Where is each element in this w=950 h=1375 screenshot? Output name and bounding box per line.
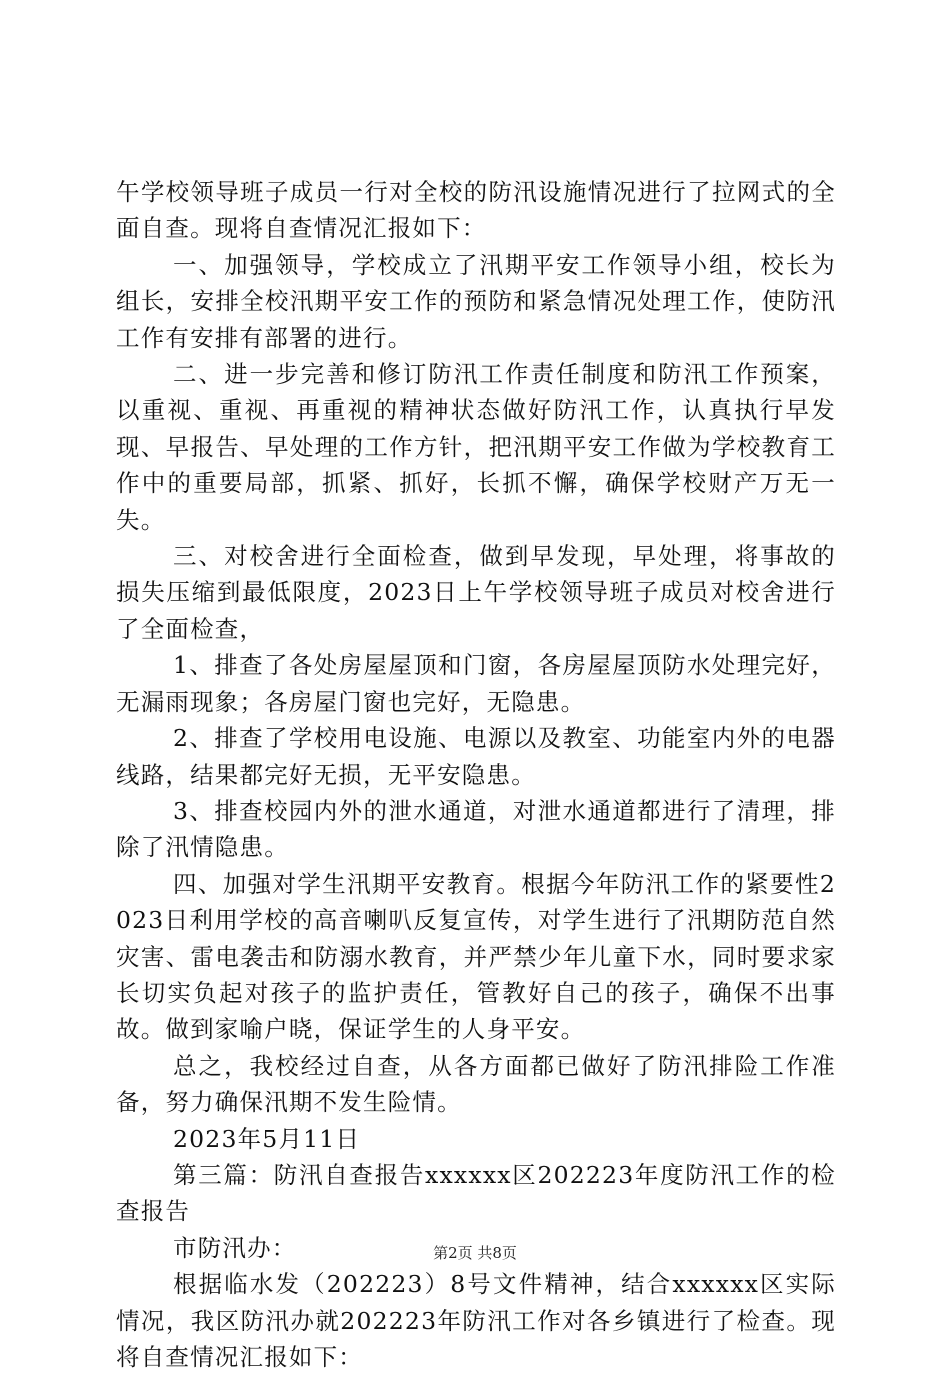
- paragraph-section-4: 四、加强对学生汛期平安教育。根据今年防汛工作的紧要性2023日利用学校的高音喇叭反复宣传，对学生进行了汛期防范自然灾害、雷电袭击和防溺水教育，并严禁少年儿童下水，同时要求家长切实负起对孩子的监护责任，管教好自己的孩子，确保不出事故。做到家喻户晓，保证学生的人身平安。: [116, 869, 836, 1044]
- paragraph-item-2: 2、排查了学校用电设施、电源以及教室、功能室内外的电器线路，结果都完好无损，无平安隐患。: [116, 724, 836, 789]
- paragraph-section-3: 三、对校舍进行全面检查，做到早发现，早处理，将事故的损失压缩到最低限度，2023日上午学校领导班子成员对校舍进行了全面检查，: [116, 542, 836, 643]
- paragraph-summary: 总之，我校经过自查，从各方面都已做好了防汛排险工作准备，努力确保汛期不发生险情。: [116, 1051, 836, 1117]
- paragraph-third-article-title: 第三篇：防汛自查报告xxxxxx区202223年度防汛工作的检查报告: [116, 1160, 836, 1226]
- paragraph-section-2: 二、进一步完善和修订防汛工作责任制度和防汛工作预案，以重视、重视、再重视的精神状态做好防汛工作，认真执行早发现、早报告、早处理的工作方针，把汛期平安工作做为学校教育工作中的重要局部，抓紧、抓好，长抓不懈，确保学校财产万无一失。: [116, 360, 836, 534]
- paragraph-item-3: 3、排查校园内外的泄水通道，对泄水通道都进行了清理，排除了汛情隐患。: [116, 796, 836, 862]
- paragraph-report-opening: 根据临水发（202223）8号文件精神，结合xxxxxx区实际情况，我区防汛办就202223年防汛工作对各乡镇进行了检查。现将自查情况汇报如下：: [116, 1270, 836, 1371]
- paragraph-section-1: 一、加强领导，学校成立了汛期平安工作领导小组，校长为组长，安排全校汛期平安工作的预防和紧急情况处理工作，使防汛工作有安排有部署的进行。: [116, 250, 836, 352]
- paragraph-addressee: 市防汛办：: [173, 1233, 297, 1262]
- page-number-label: 第2页 共8页: [433, 1244, 517, 1262]
- paragraph-item-1: 1、排查了各处房屋屋顶和门窗，各房屋屋顶防水处理完好，无漏雨现象；各房屋门窗也完好，无隐患。: [116, 651, 836, 716]
- paragraph-intro-continuation: 午学校领导班子成员一行对全校的防汛设施情况进行了拉网式的全面自查。现将自查情况汇报如下：: [116, 178, 836, 243]
- page-footer: [0, 1243, 950, 1263]
- document-body: [116, 174, 836, 1375]
- paragraph-date: 2023年5月11日: [173, 1124, 361, 1153]
